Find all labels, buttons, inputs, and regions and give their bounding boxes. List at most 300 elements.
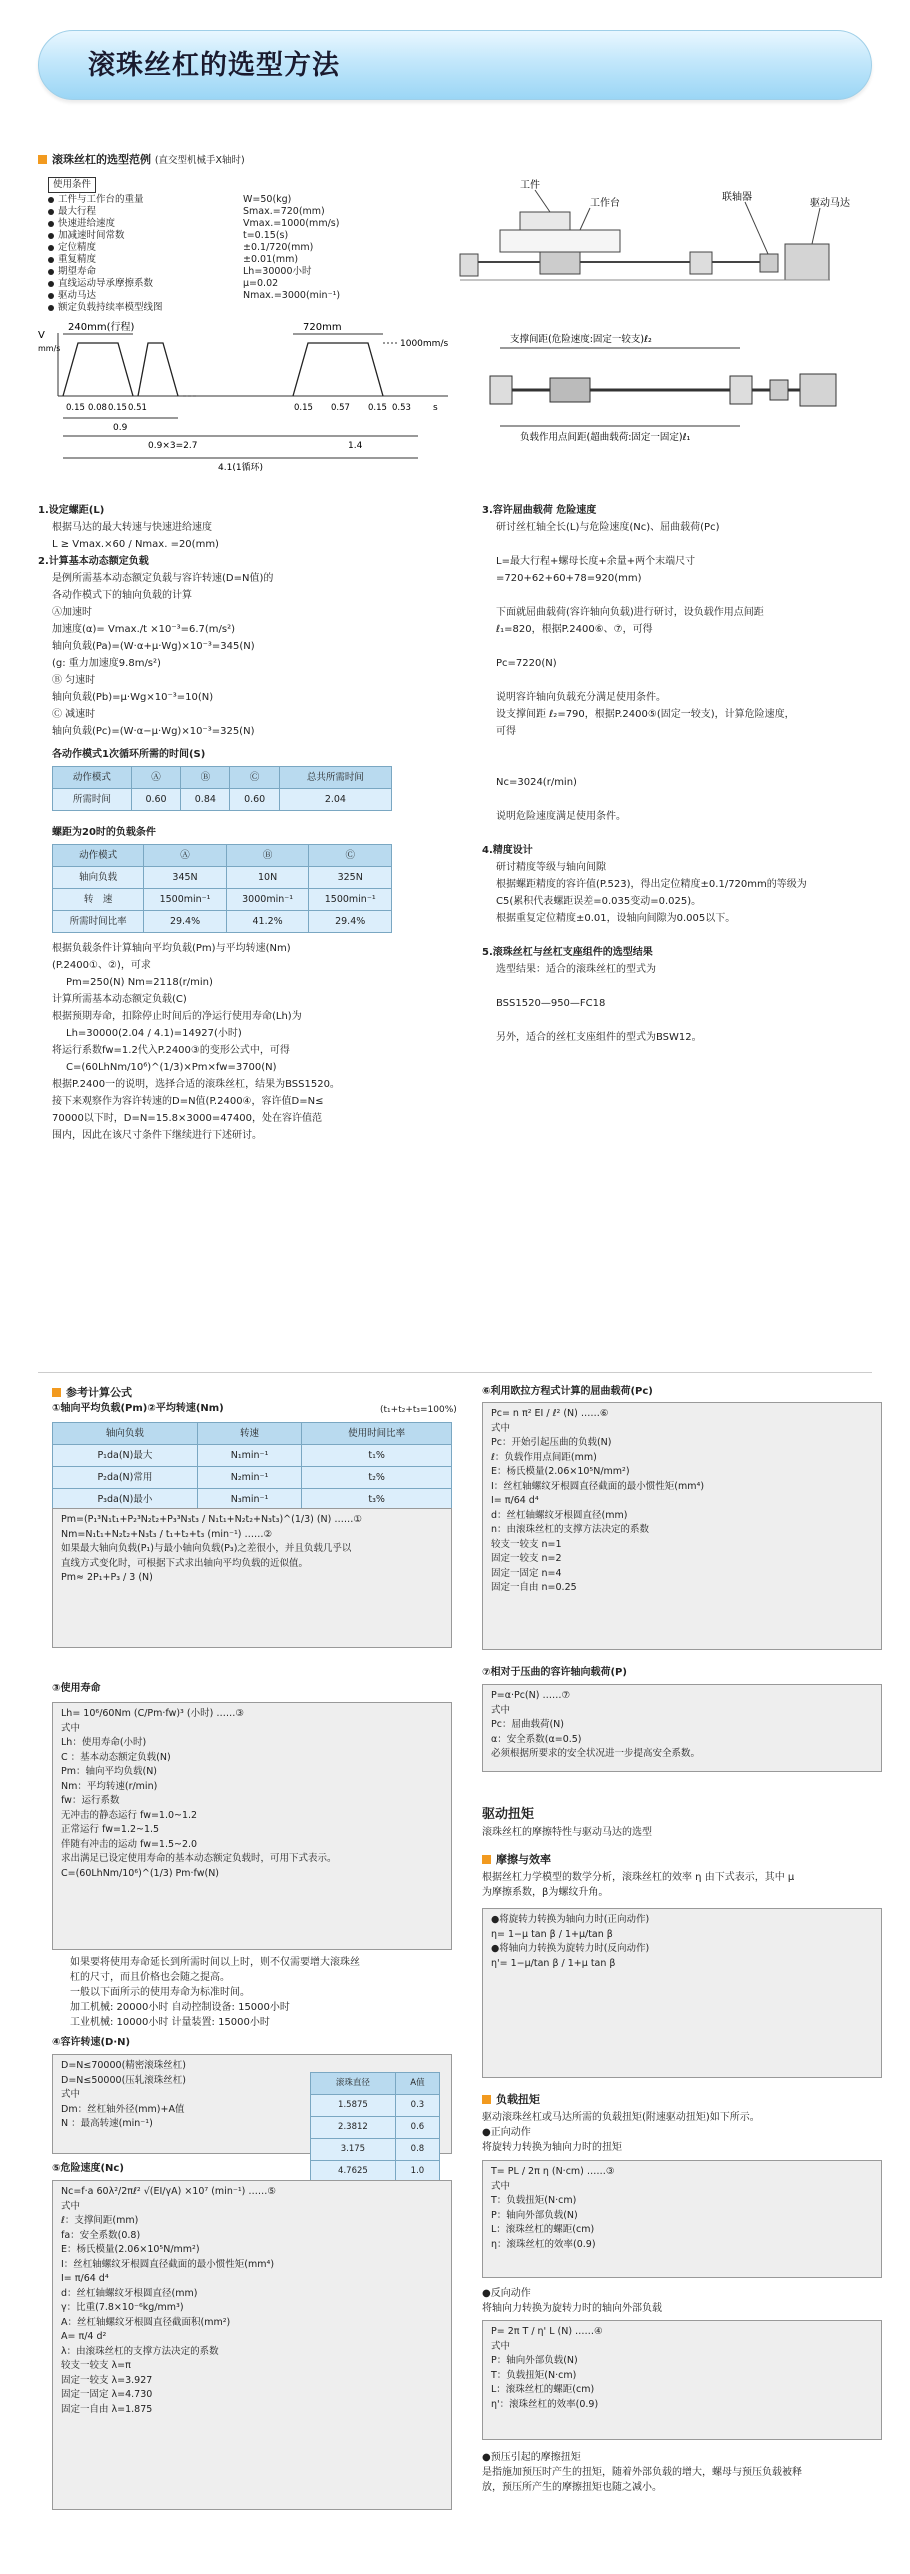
condition-row xyxy=(48,218,458,230)
load-table xyxy=(52,844,392,933)
formula-line: 较支一较支 λ=π xyxy=(61,2360,131,2371)
formula-line: I= π/64 d⁴ xyxy=(491,1495,539,1506)
table-cell: 10N xyxy=(226,867,309,889)
text-line: Ⓑ 匀速时 xyxy=(52,675,96,686)
table-cell: 4.7625 xyxy=(311,2161,396,2183)
load-torque-text xyxy=(482,2110,882,2155)
s5-title: ⑤危险速度(Nc) xyxy=(52,2163,124,2174)
condition-value: W=50(kg) xyxy=(243,193,292,205)
text-line: 是例所需基本动态额定负载与容许转速(D=N值)的 xyxy=(52,573,274,584)
text-line: Ⓐ加速时 xyxy=(52,607,92,618)
formula-line: 根据丝杠力学模型的数学分析，滚珠丝杠的效率 η 由下式表示，其中 μ xyxy=(482,1872,795,1883)
machine-drawing xyxy=(440,170,880,320)
text-line: 另外，适合的丝杠支座组件的型式为BSW12。 xyxy=(496,1032,702,1043)
s6-title: ⑥利用欧拉方程式计算的屈曲载荷(Pc) xyxy=(482,1386,653,1397)
left-column xyxy=(38,502,458,740)
text-line: 轴向负载(Pb)=μ·Wg×10⁻³=10(N) xyxy=(52,692,214,703)
formula-line: 式中 xyxy=(491,2180,511,2192)
text-line xyxy=(482,740,892,757)
table-row xyxy=(311,2073,440,2095)
condition-value: Nmax.=3000(min⁻¹) xyxy=(243,289,341,301)
text-line xyxy=(482,638,892,655)
formula-line: E：杨氏模量(2.06×10⁵N/mm²) xyxy=(491,1466,630,1477)
formula-line: Nc=f·a 60λ²/2πℓ² √(EI/γA) ×10⁷ (min⁻¹) ……⑤ xyxy=(61,2186,276,2197)
coupling-shape xyxy=(760,254,778,272)
formula-line: 固定一固定 n=4 xyxy=(491,1567,562,1579)
table-header-cell: A值 xyxy=(395,2073,439,2095)
svg-text:0.57: 0.57 xyxy=(331,403,350,413)
formula-line: C=(60LhNm/10⁶)^(1/3) Pm·fw(N) xyxy=(61,1867,220,1879)
text-line: 轴向负载(Pc)=(W·α−μ·Wg)×10⁻³=325(N) xyxy=(52,726,255,737)
table-cell: 3.175 xyxy=(311,2139,396,2161)
formula-line: Nm：平均转速(r/min) xyxy=(61,1780,158,1792)
condition-row xyxy=(48,302,458,314)
coupling-label: 联轴器 xyxy=(722,192,752,203)
text-line: 5.滚珠丝杠与丝杠支座组件的选型结果 xyxy=(482,947,653,958)
condition-row xyxy=(48,266,458,278)
formula-line: D=N≤50000(压轧滚珠丝杠) xyxy=(61,2074,186,2086)
title-banner xyxy=(38,30,872,100)
table-cell: 29.4% xyxy=(144,911,227,933)
s1-table xyxy=(52,1422,452,1511)
table-cell: 1500min⁻¹ xyxy=(309,889,392,911)
condition-row xyxy=(48,254,458,266)
s1-formula-box xyxy=(52,1508,452,1648)
table-cell: P₁da(N)最大 xyxy=(53,1445,198,1467)
page-title: 滚珠丝杠的选型方法 xyxy=(88,50,340,81)
formula-line: C ：基本动态额定负载(N) xyxy=(61,1751,171,1763)
table-row xyxy=(53,1445,452,1467)
formula-line: 将轴向力转换为旋转力时的轴向外部负载 xyxy=(482,2303,662,2314)
text-line: 1.设定螺距(L) xyxy=(38,505,105,516)
formula-line: η= 1−μ tan β / 1+μ/tan β xyxy=(491,1928,613,1940)
text-line: 下面就屈曲载荷(容许轴向负载)进行研讨，设负载作用点间距 xyxy=(496,607,764,618)
table-cell: 1.5875 xyxy=(311,2095,396,2117)
text-line xyxy=(482,825,892,842)
text-line: 围内，因此在该尺寸条件下继续进行下述研讨。 xyxy=(52,1130,262,1141)
formula-line: 式中 xyxy=(61,2200,81,2212)
bullet-square-icon xyxy=(482,1855,491,1864)
torque-formula-3-box xyxy=(482,2160,882,2278)
divider xyxy=(38,1372,872,1373)
load-distance-label: 负载作用点间距(超曲载荷:固定一固定)ℓ₁ xyxy=(520,432,691,443)
text-line: 选型结果：适合的滚珠丝杠的型式为 xyxy=(496,964,656,975)
text-line: 根据螺距精度的容许值(P.523)，得出定位精度±0.1/720mm的等级为 xyxy=(496,879,807,890)
text-line: 2.计算基本动态额定负载 xyxy=(38,556,149,567)
text-line: 轴向负载(Pa)=(W·α+μ·Wg)×10⁻³=345(N) xyxy=(52,641,255,652)
table-header-cell: 使用时间比率 xyxy=(302,1423,452,1445)
torque-title: 驱动扭矩 xyxy=(482,1807,535,1822)
motor-shape xyxy=(785,244,829,280)
table-header-cell: Ⓒ xyxy=(309,845,392,867)
s4-title: ④容许转速(D·N) xyxy=(52,2037,131,2048)
table-cell: 29.4% xyxy=(309,911,392,933)
text-line: 根据负载条件计算轴向平均负载(Pm)与平均转速(Nm) xyxy=(52,943,291,954)
table-header-cell: Ⓑ xyxy=(226,845,309,867)
table-cell: 0.84 xyxy=(181,789,230,811)
s5-formula-box xyxy=(52,2180,452,2510)
formula-line: 杠的尺寸，而且价格也会随之提高。 xyxy=(70,1972,230,1983)
text-line xyxy=(482,791,892,808)
condition-value xyxy=(243,302,458,314)
formula-line: η'= 1−μ/tan β / 1+μ tan β xyxy=(491,1957,616,1969)
table-header-cell: 总共所需时间 xyxy=(279,767,391,789)
support-distance-label: 支撑间距(危险速度:固定一较支)ℓ₂ xyxy=(510,334,652,345)
speed-label: 1000mm/s xyxy=(400,339,449,349)
formula-line: ●反向动作 xyxy=(482,2288,531,2299)
text-line: 说明危险速度满足使用条件。 xyxy=(496,811,626,822)
svg-text:0.08: 0.08 xyxy=(88,403,107,413)
svg-text:0.15: 0.15 xyxy=(66,403,85,413)
text-line xyxy=(482,927,892,944)
text-line: =720+62+60+78=920(mm) xyxy=(496,573,642,584)
bullet-square-icon xyxy=(38,155,47,164)
s-axis-label: s xyxy=(433,403,438,413)
formula-line: P：轴向外部负载(N) xyxy=(491,2209,578,2221)
text-line: BSS1520—950—FC18 xyxy=(496,998,606,1009)
condition-key: 重复精度 xyxy=(48,254,243,266)
svg-text:0.53: 0.53 xyxy=(392,403,411,413)
load-torque-header: 负载扭矩 xyxy=(482,2092,540,2108)
work-shape xyxy=(520,212,570,230)
formula-line: 式中 xyxy=(491,2340,511,2352)
formula-line: 伴随有冲击的运动 fw=1.5~2.0 xyxy=(61,1838,198,1850)
table-cell: 345N xyxy=(144,867,227,889)
svg-text:0.15: 0.15 xyxy=(368,403,387,413)
condition-key: 快速进给速度 xyxy=(48,218,243,230)
formula-line: α：安全系数(α=0.5) xyxy=(491,1733,582,1745)
speed-diagram xyxy=(38,318,458,488)
formula-line: Pc：屈曲载荷(N) xyxy=(491,1719,564,1730)
formula-line: 必须根据所要求的安全状况进一步提高安全系数。 xyxy=(491,1748,701,1759)
table-cell: 2.3812 xyxy=(311,2117,396,2139)
condition-value: ±0.1/720(mm) xyxy=(243,241,314,253)
table-header-cell: 动作模式 xyxy=(53,767,132,789)
table-header-cell: 动作模式 xyxy=(53,845,144,867)
formula-line: ℓ：支撑间距(mm) xyxy=(61,2215,139,2226)
condition-key: 期望寿命 xyxy=(48,266,243,278)
condition-value: Smax.=720(mm) xyxy=(243,205,325,217)
formula-line: n：由滚珠丝杠的支撑方法决定的系数 xyxy=(491,1524,650,1535)
text-line: 研讨丝杠轴全长(L)与危险速度(Nc)、屈曲载荷(Pc) xyxy=(496,522,720,533)
formula-line: 式中 xyxy=(491,1422,511,1434)
formula-line: 式中 xyxy=(491,1704,511,1716)
s1-title: ①轴向平均负载(Pm)②平均转速(Nm) xyxy=(52,1403,224,1414)
table-cell: N₃min⁻¹ xyxy=(197,1489,301,1511)
formula-line: 是指施加预压时产生的扭矩，随着外部负载的增大，螺母与预压负载被释 xyxy=(482,2467,802,2478)
formula-line: 正常运行 fw=1.2~1.5 xyxy=(61,1824,160,1835)
right-column xyxy=(482,502,892,1046)
preload-text xyxy=(482,2450,882,2495)
example-header: 滚珠丝杠的选型范例 (直交型机械手X轴时) xyxy=(38,152,245,168)
table-row xyxy=(53,1423,452,1445)
table-cell: 41.2% xyxy=(226,911,309,933)
formula-line: E：杨氏模量(2.06×10⁵N/mm²) xyxy=(61,2244,200,2255)
table-row xyxy=(53,889,392,911)
table-row xyxy=(311,2139,440,2161)
table-label: 工作台 xyxy=(590,198,620,209)
condition-row xyxy=(48,242,458,254)
text-line: Lh=30000(2.04 / 4.1)=14927(小时) xyxy=(66,1028,242,1039)
motor-label: 驱动马达 xyxy=(810,198,850,209)
work-label: 工件 xyxy=(520,180,540,191)
table-cell: 转 速 xyxy=(53,889,144,911)
text-line: ℓ₁=820，根据P.2400⑥、⑦，可得 xyxy=(496,624,653,635)
table-header-cell: 滚珠直径 xyxy=(311,2073,396,2095)
stroke-label: 240mm(行程) xyxy=(68,322,135,333)
text-line: 可得 xyxy=(496,726,516,737)
formula-line: 求出满足已设定使用寿命的基本动态额定负载时，可用下式表示。 xyxy=(61,1853,337,1864)
formula-line: T= PL / 2π η (N·cm) ……③ xyxy=(491,2166,615,2177)
support-drawing xyxy=(480,330,880,470)
s7-formula-box xyxy=(482,1684,882,1772)
formula-line: fa：安全系数(0.8) xyxy=(61,2229,141,2241)
text-line xyxy=(482,536,892,553)
formula-line: T：负载扭矩(N·cm) xyxy=(491,2195,577,2206)
table-cell: 0.8 xyxy=(395,2139,439,2161)
condition-key: 定位精度 xyxy=(48,242,243,254)
text-line: 根据预期寿命，扣除停止时间后的净运行使用寿命(Lh)为 xyxy=(52,1011,302,1022)
formula-line: Pm：轴向平均负载(N) xyxy=(61,1766,158,1777)
formula-line: P=α·Pc(N) ……⑦ xyxy=(491,1690,570,1701)
formula-line: 式中 xyxy=(61,1722,81,1734)
formula-line: Nm=N₁t₁+N₂t₂+N₃t₃ / t₁+t₂+t₃ (min⁻¹) ……② xyxy=(61,1528,273,1540)
formula-line: 为摩擦系数，β为螺纹升角。 xyxy=(482,1887,609,1898)
condition-key: 驱动马达 xyxy=(48,290,243,302)
v-axis-label: V xyxy=(38,330,45,341)
formula-line: ●正向动作 xyxy=(482,2127,531,2138)
formula-line: I：丝杠轴螺纹牙根圆直径截面的最小惯性矩(mm⁴) xyxy=(491,1480,705,1492)
table-cell: 0.60 xyxy=(230,789,279,811)
condition-value: Vmax.=1000(mm/s) xyxy=(243,217,340,229)
condition-key: 加减速时间常数 xyxy=(48,230,243,242)
formula-line: η：滚珠丝杠的效率(0.9) xyxy=(491,2238,596,2250)
conditions-block xyxy=(48,177,458,314)
formula-line: P：轴向外部负载(N) xyxy=(491,2355,578,2366)
text-line: 加速度(α)= Vmax./t ×10⁻³=6.7(m/s²) xyxy=(52,624,236,635)
text-line: 计算所需基本动态额定负载(C) xyxy=(52,994,187,1005)
s7-title: ⑦相对于压曲的容许轴向载荷(P) xyxy=(482,1667,627,1678)
condition-row xyxy=(48,230,458,242)
condition-row xyxy=(48,278,458,290)
table-cell: 所需时间比率 xyxy=(53,911,144,933)
condition-value: t=0.15(s) xyxy=(243,229,289,241)
formula-line: 固定一自由 n=0.25 xyxy=(491,1582,577,1593)
formula-line: d：丝杠轴螺纹牙根圆直径(mm) xyxy=(491,1509,628,1521)
table-cell: P₂da(N)常用 xyxy=(53,1467,198,1489)
formula-line: P= 2π T / η' L (N) ……④ xyxy=(491,2326,603,2337)
text-line: C=(60LhNm/10⁶)^(1/3)×Pm×fw=3700(N) xyxy=(66,1062,277,1073)
formula-line: D=N≤70000(精密滚珠丝杠) xyxy=(61,2060,186,2071)
reverse-text xyxy=(482,2286,882,2316)
s3-title: ③使用寿命 xyxy=(52,1683,101,1694)
table-cell: N₂min⁻¹ xyxy=(197,1467,301,1489)
svg-text:0.15: 0.15 xyxy=(108,403,127,413)
formula-line: I= π/64 d⁴ xyxy=(61,2273,109,2284)
conditions-tag: 使用条件 xyxy=(48,177,96,193)
text-line xyxy=(482,1012,892,1029)
formula-line: 固定一固定 λ=4.730 xyxy=(61,2389,153,2400)
table-header-cell: 轴向负载 xyxy=(53,1423,198,1445)
formula-line: ℓ：负载作用点间距(mm) xyxy=(491,1451,597,1463)
table-cell: 轴向负载 xyxy=(53,867,144,889)
sum1-label: 0.9 xyxy=(113,423,128,433)
text-line: Pm=250(N) Nm=2118(r/min) xyxy=(66,977,213,988)
torque-formula-4-box xyxy=(482,2320,882,2440)
formula-line: Lh= 10⁶/60Nm (C/Pm·fw)³ (小时) ……③ xyxy=(61,1708,244,1719)
table-header-cell: 转速 xyxy=(197,1423,301,1445)
s6-formula-box xyxy=(482,1402,882,1650)
text-line: 说明容许轴向负载充分满足使用条件。 xyxy=(496,692,666,703)
formula-line: 一般以下面所示的使用寿命为标准时间。 xyxy=(70,1987,250,1998)
svg-text:0.51: 0.51 xyxy=(128,403,147,413)
table-row xyxy=(53,911,392,933)
text-line: 4.精度设计 xyxy=(482,845,533,856)
formula-line: 工业机械: 10000小时 计量装置: 15000小时 xyxy=(70,2017,270,2028)
s3-notes xyxy=(70,1955,450,2030)
text-line: 接下来观察作为容许转速的D=N值(P.2400④，容许值D=N≤ xyxy=(52,1096,324,1107)
table-row xyxy=(311,2095,440,2117)
text-line xyxy=(482,978,892,995)
s1-note: (t₁+t₂+t₃=100%) xyxy=(380,1405,457,1415)
formula-line: 较支一较支 n=1 xyxy=(491,1538,562,1550)
text-line: 根据P.2400一的说明，选择合适的滚珠丝杠，结果为BSS1520。 xyxy=(52,1079,340,1090)
s3-formula-box xyxy=(52,1702,452,1950)
formula-line: 固定一较支 λ=3.927 xyxy=(61,2374,153,2386)
formula-line: Pm≈ 2P₁+P₃ / 3 (N) xyxy=(61,1572,153,1583)
text-line xyxy=(482,587,892,604)
table-cell: t₂% xyxy=(302,1467,452,1489)
formula-line: Dm：丝杠轴外径(mm)+A值 xyxy=(61,2103,185,2115)
svg-text:0.15: 0.15 xyxy=(294,403,313,413)
friction-header: 摩擦与效率 xyxy=(482,1852,551,1868)
text-line: 70000以下时，D=N=15.8×3000=47400，处在容许值范 xyxy=(52,1113,323,1124)
time-table xyxy=(52,766,392,811)
formula-line: N ：最高转速(min⁻¹) xyxy=(61,2118,153,2129)
load-table-title: 螺距为20时的负载条件 xyxy=(52,827,156,838)
text-line xyxy=(482,757,892,774)
table-shape xyxy=(500,230,620,252)
formula-line: 如果最大轴向负载(P₁)与最小轴向负载(P₃)之差很小，并且负载几乎以 xyxy=(61,1543,352,1554)
text-line: 根据重复定位精度±0.01，设轴向间隙为0.005以下。 xyxy=(496,913,736,924)
formula-line: Pm=(P₁³N₁t₁+P₂³N₂t₂+P₃³N₃t₃ / N₁t₁+N₂t₂+N₃t₃)^(1/3) (N) ……① xyxy=(61,1514,362,1525)
formula-line: Pc= n π² EI / ℓ² (N) ……⑥ xyxy=(491,1408,609,1419)
condition-row xyxy=(48,206,458,218)
formula-line: A= π/4 d² xyxy=(61,2331,107,2342)
bullet-square-icon xyxy=(482,2095,491,2104)
cycle-label: 4.1(1循环) xyxy=(218,463,264,473)
table-cell: P₃da(N)最小 xyxy=(53,1489,198,1511)
table-cell: 1500min⁻¹ xyxy=(144,889,227,911)
formula-line: 无冲击的静态运行 fw=1.0~1.2 xyxy=(61,1809,198,1821)
formula-line: γ：比重(7.8×10⁻⁶kg/mm³) xyxy=(61,2302,184,2313)
condition-key: 最大行程 xyxy=(48,206,243,218)
table-cell: t₃% xyxy=(302,1489,452,1511)
text-line: (P.2400①、②)，可求 xyxy=(52,960,151,971)
sum2-label: 0.9×3=2.7 xyxy=(148,441,198,451)
table-cell: 325N xyxy=(309,867,392,889)
formula-line: 将旋转力转换为轴向力时的扭矩 xyxy=(482,2142,622,2153)
table-header-cell: Ⓐ xyxy=(144,845,227,867)
formula-line: 放，预压所产生的摩擦扭矩也随之减小。 xyxy=(482,2482,662,2493)
bullet-square-icon xyxy=(52,1388,61,1397)
v-unit: mm/s xyxy=(38,344,61,353)
table-cell: t₁% xyxy=(302,1445,452,1467)
friction-text xyxy=(482,1870,882,1900)
mm720-label: 720mm xyxy=(303,322,342,333)
condition-value: Lh=30000小时 xyxy=(243,265,312,277)
time-table-title: 各动作模式1次循环所需的时间(S) xyxy=(52,749,206,760)
text-line: L ≥ Vmax.×60 / Nmax. =20(mm) xyxy=(52,539,219,550)
table-cell: 2.04 xyxy=(279,789,391,811)
formula-line: Lh：使用寿命(小时) xyxy=(61,1737,147,1748)
text-line: Ⓒ 减速时 xyxy=(52,709,96,720)
text-line: (g: 重力加速度9.8m/s²) xyxy=(52,658,161,669)
condition-value: μ=0.02 xyxy=(243,277,279,289)
table-header-cell: Ⓐ xyxy=(131,767,180,789)
text-line xyxy=(482,672,892,689)
formula-line: ●预压引起的摩擦扭矩 xyxy=(482,2452,581,2463)
table-cell: 0.6 xyxy=(395,2117,439,2139)
sum3-label: 1.4 xyxy=(348,441,363,451)
text-line: 根据马达的最大转速与快速进给速度 xyxy=(52,522,212,533)
condition-row xyxy=(48,290,458,302)
text-line: 将运行系数fw=1.2代入P.2400③的变形公式中，可得 xyxy=(52,1045,290,1056)
table-row xyxy=(311,2117,440,2139)
formula-line: d：丝杠轴螺纹牙根圆直径(mm) xyxy=(61,2287,198,2299)
table-cell: 0.3 xyxy=(395,2095,439,2117)
formula-line: Pc：开始引起压曲的负载(N) xyxy=(491,1437,612,1448)
condition-key: 额定负载持续率模型线图 xyxy=(48,302,243,314)
table-header-cell: Ⓒ xyxy=(230,767,279,789)
formula-line: 加工机械: 20000小时 自动控制设备: 15000小时 xyxy=(70,2002,290,2013)
formula-line: λ：由滚珠丝杠的支撑方法决定的系数 xyxy=(61,2345,219,2357)
table-header-cell: Ⓑ xyxy=(181,767,230,789)
table-row xyxy=(53,845,392,867)
text-line: 设支撑间距 ℓ₂=790，根据P.2400⑤(固定一较支)，计算危险速度， xyxy=(496,709,795,720)
condition-key: 直线运动导承摩擦系数 xyxy=(48,278,243,290)
table-cell: 1.0 xyxy=(395,2161,439,2183)
text-line: Pc=7220(N) xyxy=(496,658,557,669)
condition-value: ±0.01(mm) xyxy=(243,253,299,265)
formula-line: 固定一自由 λ=1.875 xyxy=(61,2403,153,2415)
formula-line: ●将旋转力转换为轴向力时(正向动作) xyxy=(491,1914,650,1925)
formula-line: fw：运行系数 xyxy=(61,1795,120,1806)
formula-line: ●将轴向力转换为旋转力时(反向动作) xyxy=(491,1943,650,1954)
text-line: Nc=3024(r/min) xyxy=(496,777,577,788)
condition-row xyxy=(48,194,458,206)
text-line: 各动作模式下的轴向负载的计算 xyxy=(52,590,192,601)
table-cell: 0.60 xyxy=(131,789,180,811)
formula-line: 直线方式变化时，可根据下式求出轴向平均负载的近似值。 xyxy=(61,1557,309,1569)
formula-line: L：滚珠丝杠的螺距(cm) xyxy=(491,2384,595,2395)
text-line: C5(累积代表螺距误差=0.035变动=0.025)。 xyxy=(496,896,702,907)
formula-line: η'：滚珠丝杠的效率(0.9) xyxy=(491,2398,599,2410)
torque-subtitle: 滚珠丝杠的摩擦特性与驱动马达的选型 xyxy=(482,1827,652,1838)
formula-line: 如果要将使用寿命延长到所需时间以上时，则不仅需要增大滚珠丝 xyxy=(70,1957,360,1968)
text-line: 研讨精度等级与轴向间隙 xyxy=(496,862,606,873)
efficiency-box xyxy=(482,1908,882,2078)
text-line: 3.容许屈曲载荷 危险速度 xyxy=(482,505,597,516)
formula-line: 驱动滚珠丝杠或马达所需的负载扭矩(附速驱动扭矩)如下所示。 xyxy=(482,2112,760,2123)
table-cell: N₁min⁻¹ xyxy=(197,1445,301,1467)
table-row xyxy=(53,1467,452,1489)
formula-line: 固定一较支 n=2 xyxy=(491,1553,562,1564)
table-row xyxy=(53,867,392,889)
left-column-2 xyxy=(52,940,462,1144)
table-cell: 3000min⁻¹ xyxy=(226,889,309,911)
formula-line: T：负载扭矩(N·cm) xyxy=(491,2369,577,2381)
